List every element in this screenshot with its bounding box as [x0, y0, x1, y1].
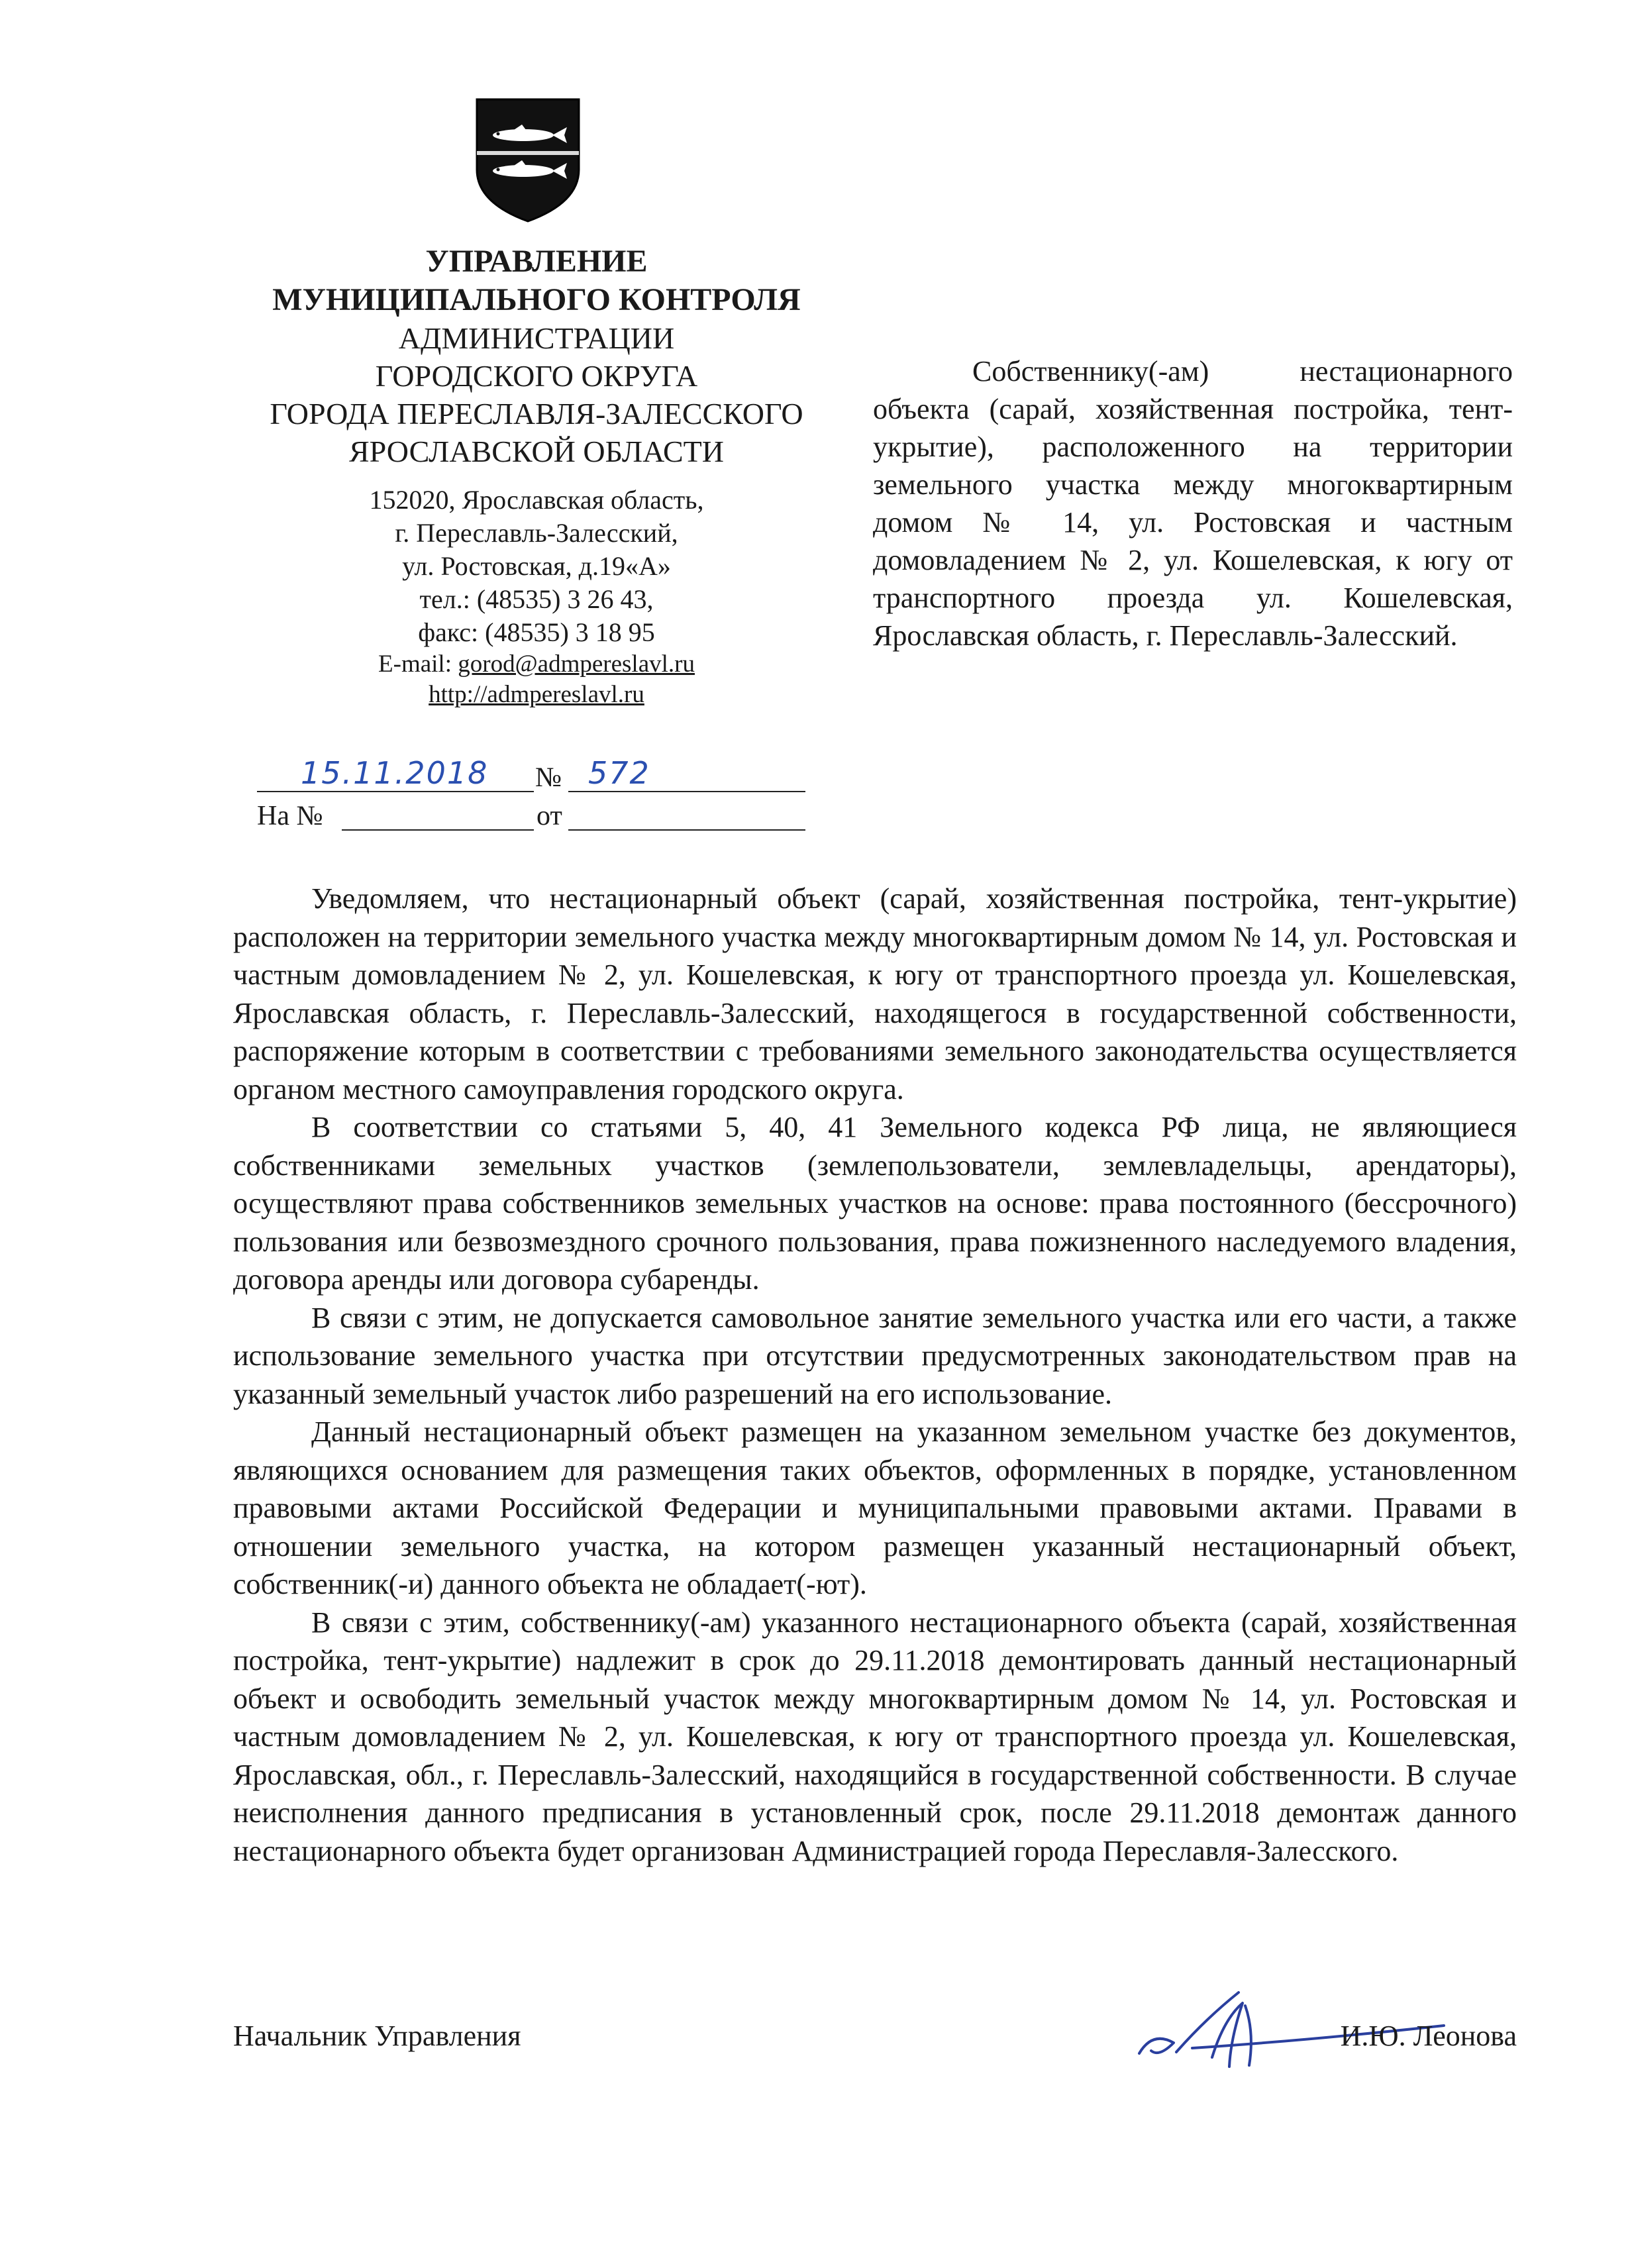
- email-label: E-mail:: [378, 650, 458, 678]
- body-paragraph: В соответствии со статьями 5, 40, 41 Земельного кодекса РФ лица, не являющиеся собственниками земельных участков (землепользователи, землевладельцы, арендаторы), осуществляют права собственников земельных участков на основе: права постоянного (бессрочного) пользования или безвозмездного срочного пользования, права пожизненного наследуемого владения, договора аренды или договора субаренды.: [233, 1111, 1517, 1296]
- address-line: ул. Ростовская, д.19«А»: [402, 551, 671, 581]
- letterhead-line: АДМИНИСТРАЦИИ: [398, 321, 675, 355]
- letterhead: [225, 242, 848, 710]
- address-line: 152020, Ярославская область,: [369, 485, 704, 515]
- email-link[interactable]: gorod@admpereslavl.ru: [458, 650, 695, 678]
- body-paragraph: Уведомляем, что нестационарный объект (сарай, хозяйственная постройка, тент-укрытие) расположен на территории земельного участка между многоквартирным домом № 14, ул. Ростовская и частным домовладением № 2, ул. Кошелевская, к югу от транспортного проезда ул. Кошелевская, Ярославская область, г. Переславль-Залесский, находящегося в государственной собственности, распоряжение которым в соответствии с требованиями земельного законодательства осуществляется органом местного самоуправления городского округа.: [233, 882, 1517, 1106]
- letterhead-bold-line: МУНИЦИПАЛЬНОГО КОНТРОЛЯ: [272, 282, 801, 317]
- letterhead-bold-line: УПРАВЛЕНИЕ: [425, 244, 648, 279]
- from-label: от: [536, 801, 562, 831]
- body-paragraph: В связи с этим, собственнику(-ам) указанного нестационарного объекта (сарай, хозяйственная постройка, тент-укрытие) надлежит в срок до 29.11.2018 демонтировать данный нестационарный объект и освободить земельный участок между многоквартирным домом № 14, ул. Ростовская и частным домовладением № 2, ул. Кошелевская, к югу от транспортного проезда ул. Кошелевская, Ярославская, обл., г. Переславль-Залесский, находящийся в государственной собственности. В случае неисполнения данного предписания в установленный срок, после 29.11.2018 демонтаж данного нестационарного объекта будет организован Администрацией города Переславля-Залесского.: [233, 1606, 1517, 1867]
- addressee-block: Собственнику(-ам) нестационарного объекта (сарай, хозяйственная постройка, тент-укрытие), расположенного на территории земельного участка между многоквартирным домом № 14, ул. Ростовская и частным домовладением № 2, ул. Кошелевская, к югу от транспортного проезда ул. Кошелевская, Ярославская область, г. Переславль-Залесский.: [873, 355, 1513, 652]
- email-line: [225, 649, 848, 680]
- website-link[interactable]: http://admpereslavl.ru: [429, 681, 644, 708]
- reference-label: На №: [257, 801, 323, 831]
- fax-line: факс: (48535) 3 18 95: [418, 617, 655, 647]
- letterhead-line: ЯРОСЛАВСКОЙ ОБЛАСТИ: [348, 435, 724, 468]
- signatory-name: И.Ю. Леонова: [1340, 2020, 1517, 2052]
- letterhead-line: ГОРОДА ПЕРЕСЛАВЛЯ-ЗАЛЕССКОГО: [270, 397, 803, 431]
- body-paragraph: Данный нестационарный объект размещен на указанном земельном участке без документов, являющихся основанием для размещения таких объектов, оформленных в порядке, установленном правовыми актами Российской Федерации и муниципальными правовыми актами. Правами в отношении земельного участка, на котором размещен указанный нестационарный объект, собственник(-и) данного объекта не обладает(-ют).: [233, 1416, 1517, 1600]
- reference-row: [257, 800, 807, 839]
- letterhead-line: ГОРОДСКОГО ОКРУГА: [375, 359, 698, 393]
- letter-body: [233, 880, 1517, 1870]
- number-label: №: [535, 762, 562, 793]
- handwritten-number: 572: [588, 755, 650, 791]
- handwritten-date: 15.11.2018: [301, 755, 489, 791]
- coat-of-arms-emblem: [474, 97, 582, 224]
- registration-block: [257, 755, 807, 839]
- signatory-position: Начальник Управления: [233, 2020, 521, 2052]
- signature-row: [233, 2014, 1517, 2067]
- date-number-row: [257, 755, 807, 800]
- phone-line: тел.: (48535) 3 26 43,: [419, 584, 654, 614]
- address-line: г. Переславль-Залесский,: [395, 518, 678, 548]
- body-paragraph: В связи с этим, не допускается самовольное занятие земельного участка или его части, а также использование земельного участка при отсутствии предусмотренных законодательством прав на указанный земельный участок либо разрешений на его использование.: [233, 1301, 1517, 1410]
